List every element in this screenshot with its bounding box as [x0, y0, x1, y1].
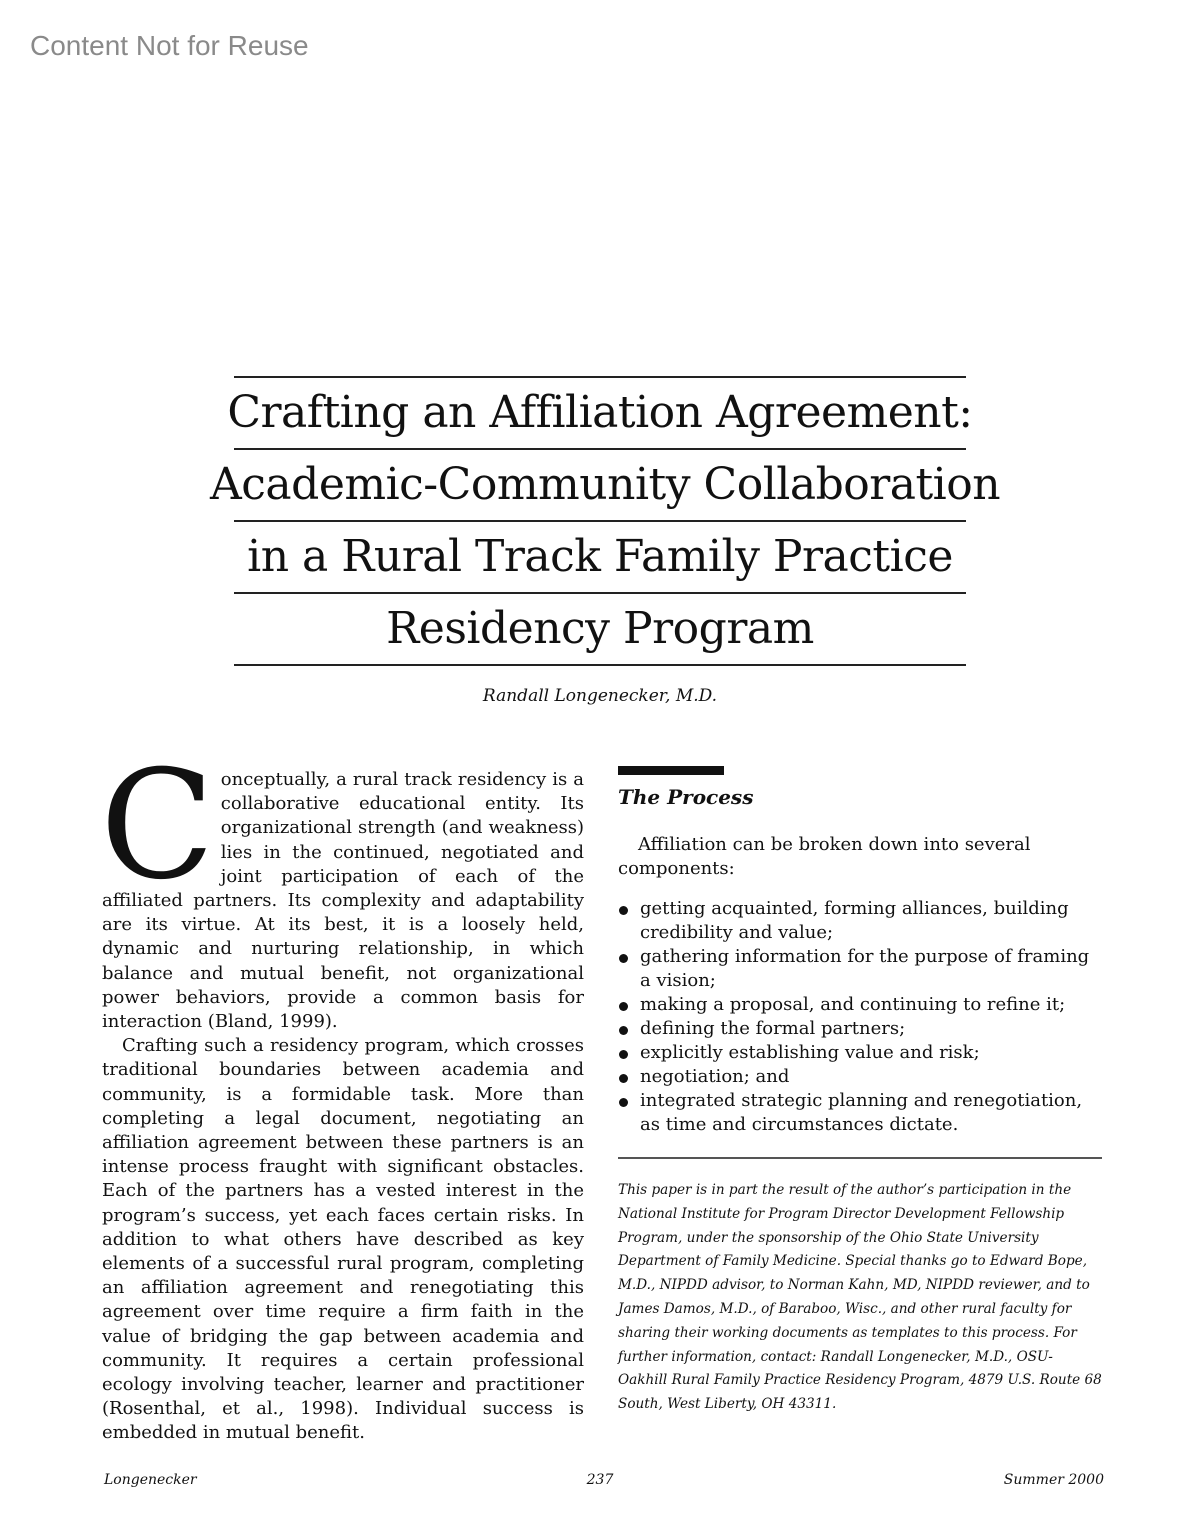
list-item: [618, 993, 1102, 1017]
title-line-1: Crafting an Affiliation Agreement:: [227, 387, 973, 438]
left-column: [100, 739, 584, 1446]
list-item-text: negotiation; and: [640, 1066, 790, 1087]
list-item: [618, 945, 1102, 993]
list-item-text: explicitly establishing value and risk;: [640, 1042, 980, 1063]
bullet-icon: [619, 1074, 628, 1083]
watermark: Content Not for Reuse: [30, 30, 309, 61]
title-line-3: in a Rural Track Family Practice: [247, 531, 953, 582]
section-heading: The Process: [618, 785, 754, 809]
list-item-text: integrated strategic planning and renegotiation, as time and circumstances dictate.: [640, 1090, 1083, 1135]
list-item-text: getting acquainted, forming alliances, building credibility and value;: [640, 898, 1069, 943]
paragraph-1-text: onceptually, a rural track residency is a collaborative educational entity. Its organizational strength (and weakness) lies in the continued, negotiated and joint participation of each of the affiliated partners. Its complexity and adaptability are its virtue. At its best, it is a loosely held, dynamic and nurturing relationship, in which balance and mutual benefit, not organizational power behaviors, provide a common basis for interaction (Bland, 1999).: [102, 769, 584, 1033]
bullet-icon: [619, 1002, 628, 1011]
footer-issue: Summer 2000: [1003, 1472, 1104, 1488]
page-number: 237: [586, 1472, 614, 1488]
bullet-icon: [619, 1050, 628, 1059]
body-paragraph-1: [100, 739, 584, 1034]
list-item: [618, 1017, 1102, 1041]
list-item: [618, 1041, 1102, 1065]
section-heading-bar: [618, 766, 724, 775]
author-note: This paper is in part the result of the author’s participation in the National Institute for Program Director Development Fellowship Program, under the sponsorship of the Ohio State University Department of Family Medicine. Special thanks go to Edward Bope, M.D., NIPDD advisor, to Norman Kahn, MD, NIPDD reviewer, and to James Damos, M.D., of Baraboo, Wisc., and other rural faculty for sharing their working documents as templates to this process. For further information, contact: Randall Longenecker, M.D., OSU-Oakhill Rural Family Practice Residency Program, 4879 U.S. Route 68 South, West Liberty, OH 43311.: [618, 1182, 1102, 1413]
list-item: [618, 897, 1102, 945]
title-rule: [234, 664, 966, 666]
list-item-text: gathering information for the purpose of framing a vision;: [640, 946, 1090, 991]
list-item: [618, 1089, 1102, 1137]
footnote-divider: [618, 1157, 1102, 1159]
article-title: [210, 376, 1001, 666]
right-column: [618, 766, 1102, 1417]
footer-author: Longenecker: [104, 1472, 197, 1488]
bullet-icon: [619, 1026, 628, 1035]
body-paragraph-2: Crafting such a residency program, which crosses traditional boundaries between academia and community, is a formidable task. More than completing a legal document, negotiating an affiliation agreement between these partners is an intense process fraught with significant obstacles. Each of the partners has a vested interest in the program’s success, yet each faces certain risks. In addition to what others have described as key elements of a successful rural program, completing an affiliation agreement and renegotiating this agreement over time require a firm faith in the value of bridging the gap between academia and community. It requires a certain professional ecology involving teacher, learner and practitioner (Rosenthal, et al., 1998). Individual success is embedded in mutual benefit.: [102, 1035, 584, 1444]
bullet-icon: [619, 1098, 628, 1107]
title-line-4: Residency Program: [386, 603, 814, 654]
list-item: [618, 1065, 1102, 1089]
title-line-2: Academic-Community Collaboration: [210, 459, 1001, 510]
process-list: [618, 897, 1102, 1137]
drop-cap: C: [100, 739, 215, 913]
list-item-text: making a proposal, and continuing to refine it;: [640, 994, 1066, 1015]
author-byline: Randall Longenecker, M.D.: [482, 686, 718, 706]
process-intro: Affiliation can be broken down into several components:: [618, 834, 1031, 879]
bullet-icon: [619, 906, 628, 915]
list-item-text: defining the formal partners;: [640, 1018, 906, 1039]
bullet-icon: [619, 954, 628, 963]
